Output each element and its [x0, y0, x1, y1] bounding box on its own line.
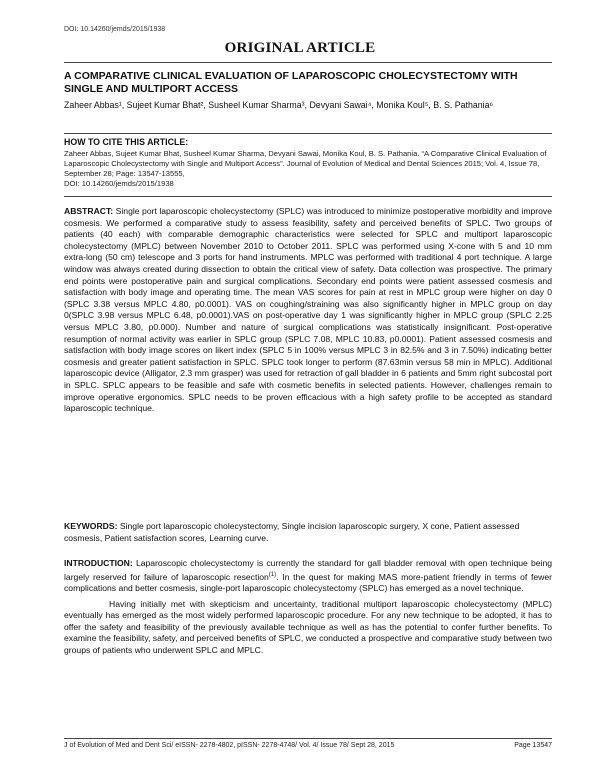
article-title: A COMPARATIVE CLINICAL EVALUATION OF LAPAROSCOPIC CHOLECYSTECTOMY WITH SINGLE AND MULTIPORT ACCESS — [64, 70, 518, 95]
introduction-section — [64, 558, 552, 657]
abstract-text: Single port laparoscopic cholecystectomy (SPLC) was introduced to minimize postoperative morbidity and improve cosmesis. We performed a comparative study to assess feasibility, safety and perceived benefits of SPLC. Two groups of patients (40 each) with comparable demographic characteristics were selected for SPLC and multiport laparoscopic cholecystectomy (MPLC) between November 2010 to October 2011. SPLC was performed using X-cone with 5 and 10 mm extra-long (50 cm) telescope and 3 ports for hand instruments. MPLC was performed with traditional 4 port technique. A large window was always created during dissection to obtain the critical view of safety. Data collection was prospective. The primary end points were postoperative pain and surgical complications. Secondary end points were patient assessed cosmesis and satisfaction with body image and operating time. The mean VAS scores for pain at rest in MPLC group were higher on day 0 (SPLC 3.38 versus MPLC 4.80, p0.0001). VAS on coughing/straining was also significantly higher in MPLC group on day 0(SPLC 3.98 versus MPLC 6.48, p0.0001).VAS on post-operative day 1 was significantly higher in MPLC group (SPLC 2.25 versus MPLC 3.80, p0.000). Number and nature of surgical complications was statistically insignificant. Post-operative resumption of normal activity was earlier in SPLC group (SPLC 7.08, MPLC 10.83, p0.0001). Patient assessed cosmesis and satisfaction with body image scores on likert index (SPLC 5 in 100% versus MPLC 3 in 82.5% and 3 in 7.50%) indicating better cosmesis and greater patient satisfaction in SPLC. SPLC took longer to perform (87.63min versus 58 min in MPLC). Additional laparoscopic device (Alligator, 2.3 mm grasper) was used for retraction of gall bladder in 6 patients and 5mm right subcostal port in SPLC. SPLC appears to be feasible and safe with cosmetic benefits in selected patients. However, challenges remain to improve operative ergonomics. SPLC needs to be proven efficacious with a high safety profile to be accepted as standard laparoscopic technique. — [64, 206, 552, 414]
cite-doi: DOI: 10.14260/jemds/2015/1938 — [64, 179, 174, 188]
keywords-text: Single port laparoscopic cholecystectomy, Single incision laparoscopic surgery, X cone, Patient assessed cosmesis, Patient satisfaction scores, Learning curve. — [64, 521, 520, 543]
intro-text-a: Laparoscopic cholecystectomy is currently the standard for gall bladder removal with open technique being largely reserved for failure of laparoscopic resection — [64, 558, 552, 582]
author-list: Zaheer Abbas¹, Sujeet Kumar Bhat², Susheel Kumar Sharma³, Devyani Sawai⁴, Monika Koul⁵, B. S. Pathania⁶ — [64, 100, 494, 110]
journal-footer: J of Evolution of Med and Dent Sci/ eISSN- 2278-4802, pISSN- 2278-4748/ Vol. 4/ Issue 78/ Sept 28, 2015 — [64, 742, 395, 749]
intro-label: INTRODUCTION: — [64, 558, 133, 568]
authors-divider — [64, 133, 552, 134]
citation-ref: (1) — [268, 571, 277, 578]
footer-divider — [64, 738, 552, 739]
abstract-label: ABSTRACT: — [64, 206, 114, 216]
keywords-section — [64, 521, 552, 544]
section-title: ORIGINAL ARTICLE — [224, 40, 376, 56]
cite-text: Zaheer Abbas, Sujeet Kumar Bhat, Susheel Kumar Sharma, Devyani Sawai, Monika Koul, B. S. Pathania. “A Comparative Clinical Evaluation of Laparoscopic Cholecystectomy with Single and Multiport Access”. Journal of Evolution of Medical and Dental Sciences 2015; Vol. 4, Issue 78, September 28; Page: 13547-13555, — [64, 149, 547, 178]
doi-header: DOI: 10.14260/jemds/2015/1938 — [64, 26, 166, 33]
header-divider — [64, 62, 552, 63]
page-number: Page 13547 — [514, 742, 552, 749]
cite-divider — [64, 196, 552, 197]
cite-heading: HOW TO CITE THIS ARTICLE: — [64, 137, 189, 147]
intro-paragraph-2: Having initially met with skepticism and uncertainty, traditional multiport laparoscopic cholecystectomy (MPLC) eventually has emerged as the most widely performed laparoscopic procedure. For any new technique to be adopted, it has to offer the safety and feasibility of the previously available technique as well as has the potential to confer further benefits. To examine the feasibility, safety, and perceived benefits of SPLC, we conducted a prospective and comparative study between two groups of patients who underwent SPLC and MPLC. — [64, 598, 552, 656]
abstract-section — [64, 206, 552, 415]
intro-paragraph-1 — [64, 558, 552, 595]
keywords-label: KEYWORDS: — [64, 521, 118, 531]
intro-text-b: . In the quest for making MAS more-patient friendly in terms of fewer complications and better cosmesis, single-port laparoscopic cholecystectomy (SPLC) has emerged as a novel technique. — [64, 571, 552, 594]
